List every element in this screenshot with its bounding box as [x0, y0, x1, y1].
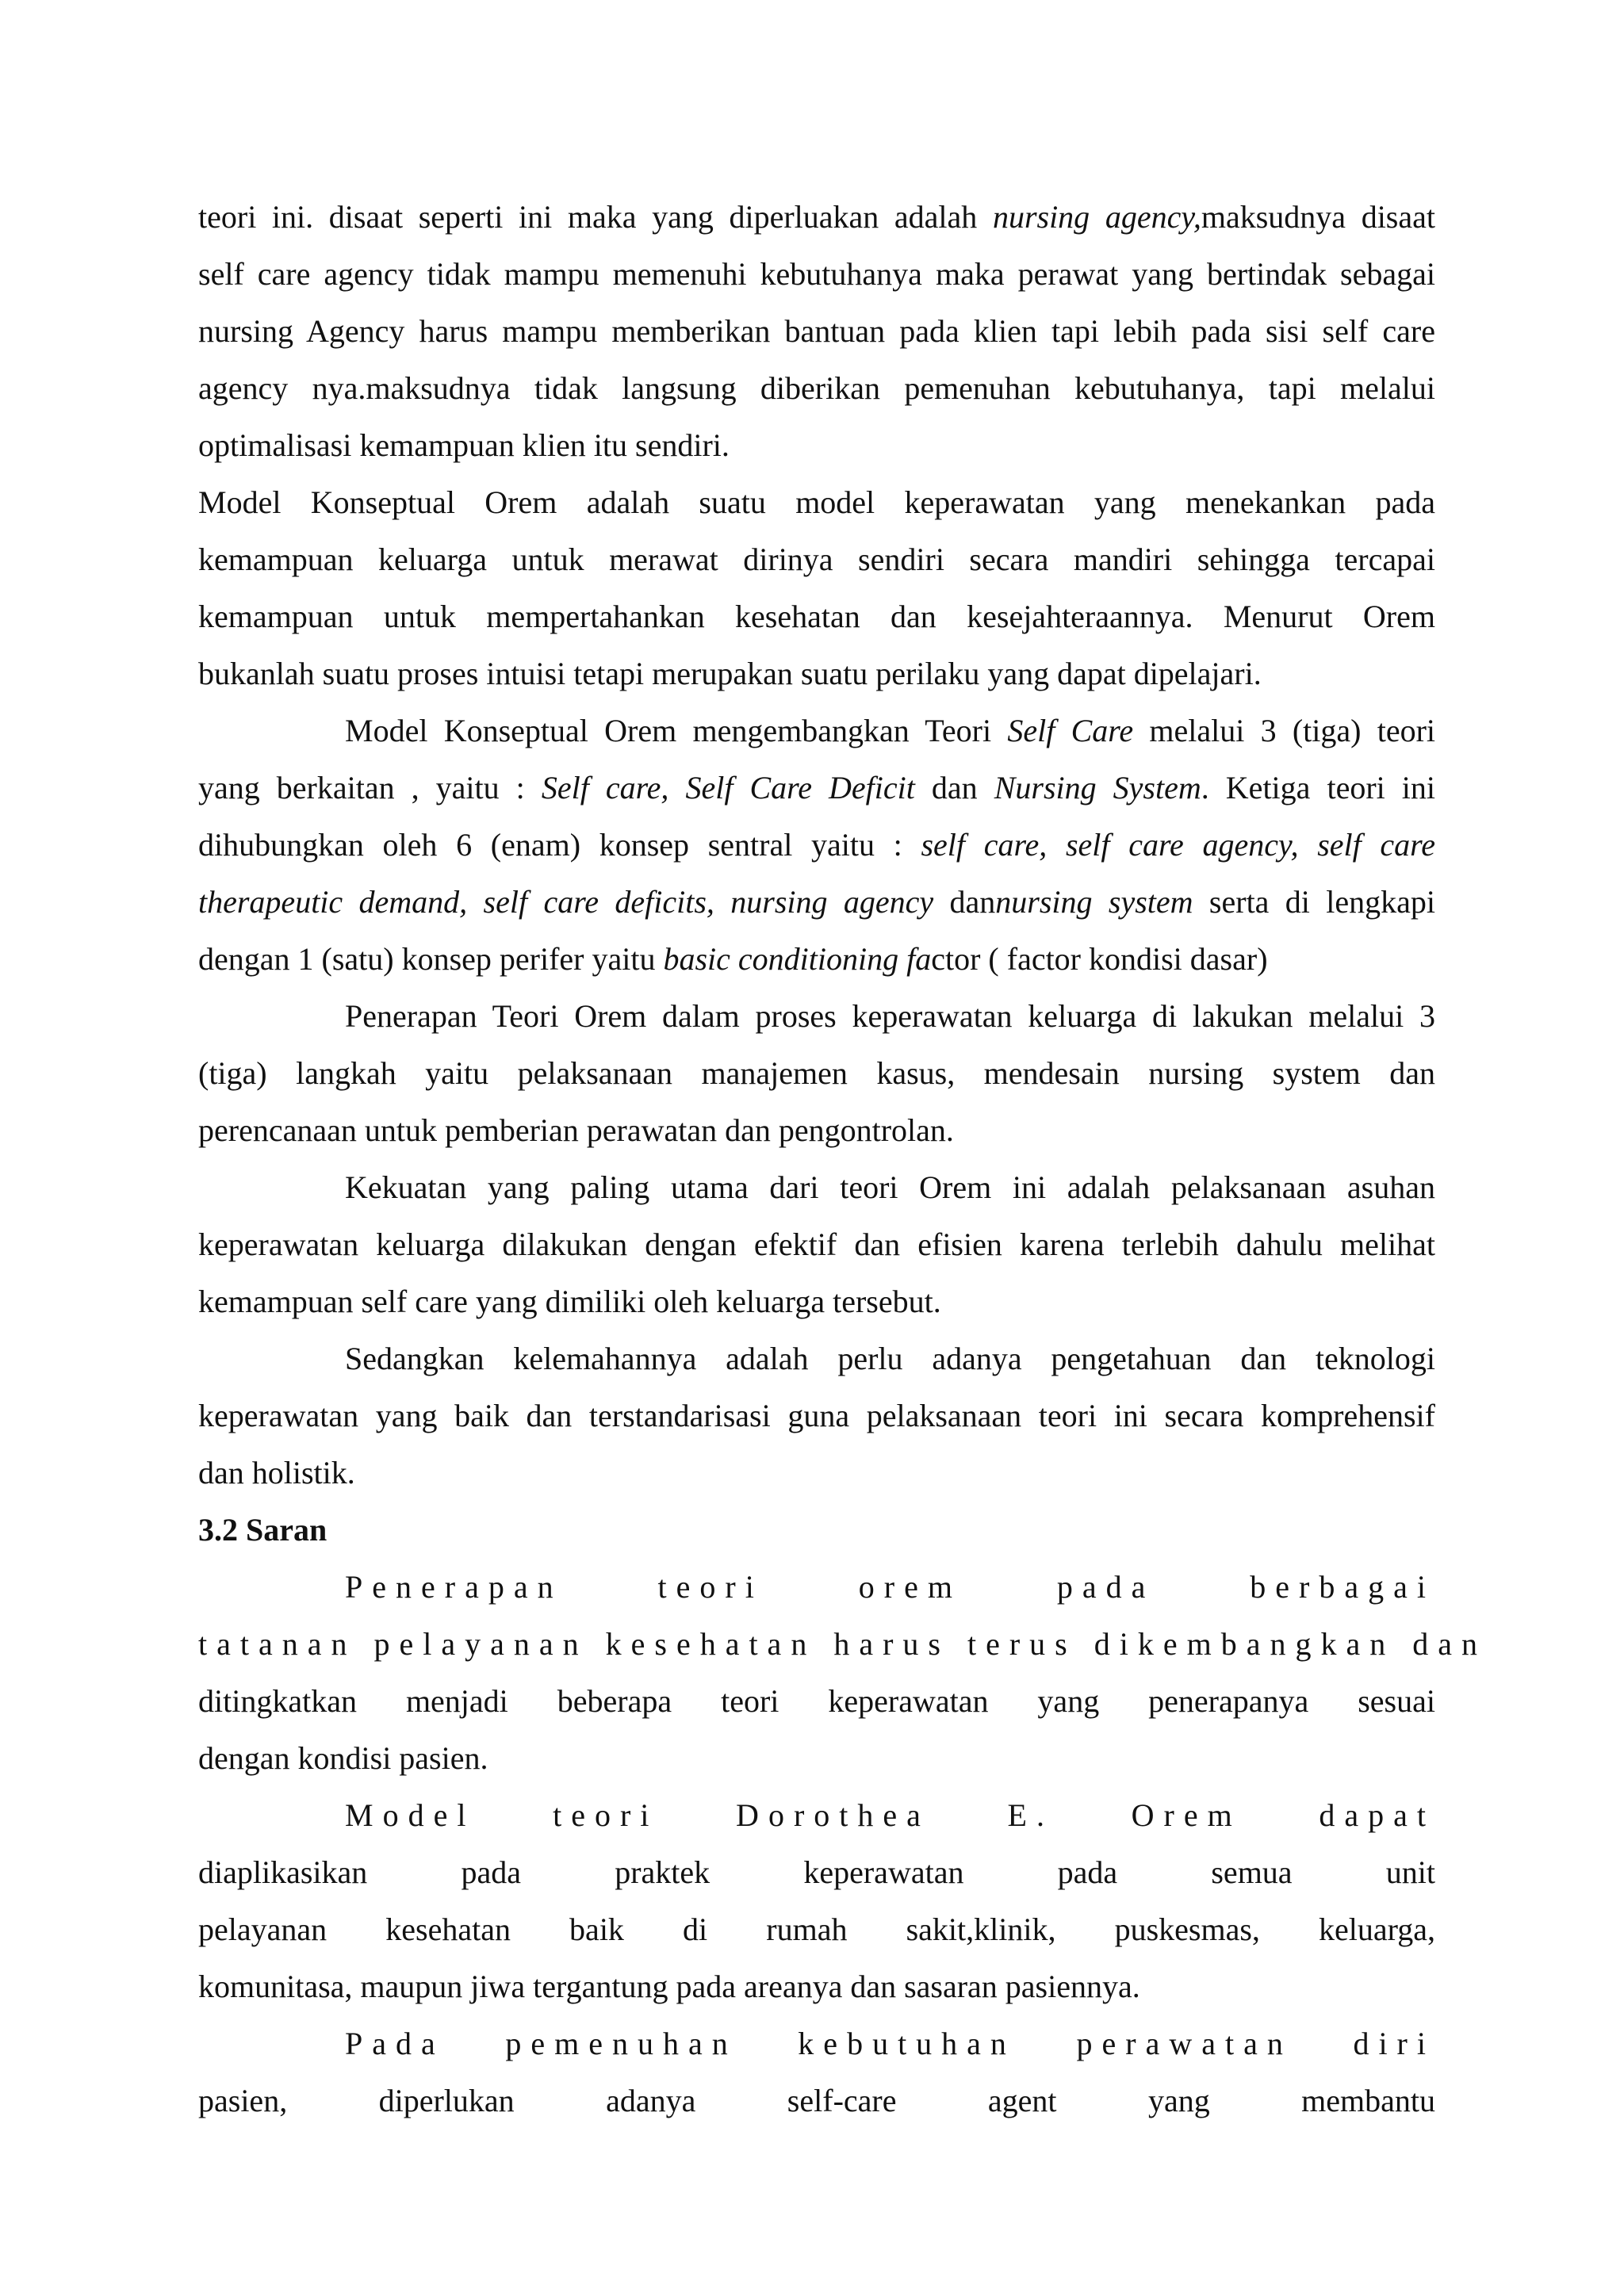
text-line [198, 817, 1435, 874]
text-line [198, 417, 1435, 474]
text-run: keperawatan yang baik dan terstandarisasi guna pelaksanaan teori ini secara komprehensif [198, 1398, 1435, 1433]
text-line [198, 1901, 1435, 1958]
text-run: komunitasa, maupun jiwa tergantung pada areanya dan sasaran pasiennya. [198, 1969, 1140, 2004]
text-line [198, 931, 1435, 988]
text-run: (tiga) langkah yaitu pelaksanaan manajemen kasus, mendesain nursing system dan [198, 1055, 1435, 1091]
text-run: dihubungkan oleh 6 (enam) konsep sentral yaitu : [198, 827, 921, 863]
text-line [198, 1787, 1435, 1844]
text-line [198, 645, 1435, 702]
text-run: serta di lengkapi [1193, 884, 1436, 920]
text-run: dan [933, 884, 996, 920]
text-line [198, 702, 1435, 760]
italic-run: therapeutic demand, self care deficits, nursing agency [198, 884, 934, 920]
text-line [198, 1844, 1435, 1901]
text-line [198, 1273, 1435, 1330]
text-run: optimalisasi kemampuan klien itu sendiri. [198, 427, 730, 463]
text-line [198, 246, 1435, 303]
text-run: bukanlah suatu proses intuisi tetapi merupakan suatu perilaku yang dapat dipelajari. [198, 656, 1262, 691]
text-line [198, 1445, 1435, 1502]
text-run: dengan kondisi pasien. [198, 1740, 488, 1776]
text-line [198, 760, 1435, 817]
text-line [198, 1673, 1435, 1730]
text-run: . Ketiga teori ini [1201, 770, 1436, 806]
text-run: Model teori Dorothea E. Orem dapat [345, 1797, 1435, 1833]
text-line [198, 2072, 1435, 2130]
text-run: yang berkaitan , yaitu : [198, 770, 542, 806]
text-run: keperawatan keluarga dilakukan dengan efektif dan efisien karena terlebih dahulu melihat [198, 1226, 1435, 1262]
text-line [198, 2015, 1435, 2072]
text-run: ctor ( factor kondisi dasar) [931, 941, 1268, 977]
italic-run: basic conditioning fa [663, 941, 932, 977]
text-line [198, 1102, 1435, 1159]
italic-run: Self care, Self Care Deficit [541, 770, 915, 806]
text-run: pelayanan kesehatan baik di rumah sakit,klinik, puskesmas, keluarga, [198, 1911, 1435, 1947]
text-line [198, 1216, 1435, 1273]
section-heading [198, 1502, 1435, 1559]
text-run: Sedangkan kelemahannya adalah perlu adanya pengetahuan dan teknologi [345, 1341, 1435, 1376]
text-run: tatanan pelayanan kesehatan harus terus dikembangkan dan [198, 1626, 1487, 1662]
text-run: Model Konseptual Orem adalah suatu model keperawatan yang menekankan pada [198, 484, 1435, 520]
text-run: self care agency tidak mampu memenuhi kebutuhanya maka perawat yang bertindak sebagai [198, 256, 1435, 292]
text-run: dan [914, 770, 994, 806]
text-line [198, 1159, 1435, 1216]
text-run: ditingkatkan menjadi beberapa teori keperawatan yang penerapanya sesuai [198, 1683, 1435, 1719]
text-run: Penerapan teori orem pada berbagai [345, 1569, 1435, 1605]
text-run: maksudnya disaat [1201, 199, 1435, 235]
text-line [198, 189, 1435, 246]
text-line [198, 1330, 1435, 1387]
text-line [198, 531, 1435, 588]
text-run: kemampuan keluarga untuk merawat dirinya sendiri secara mandiri sehingga tercapai [198, 541, 1435, 577]
text-run: diaplikasikan pada praktek keperawatan pada semua unit [198, 1854, 1435, 1890]
text-run: agency nya.maksudnya tidak langsung diberikan pemenuhan kebutuhanya, tapi melalui [198, 370, 1435, 406]
italic-run: self care, self care agency, self care [921, 827, 1436, 863]
text-line [198, 1958, 1435, 2015]
text-run: 3.2 Saran [198, 1512, 327, 1548]
text-line [198, 1559, 1435, 1616]
italic-run: Nursing System [994, 770, 1201, 806]
text-run: pasien, diperlukan adanya self-care agent yang membantu [198, 2083, 1435, 2118]
text-line [198, 1616, 1487, 1673]
text-run: Penerapan Teori Orem dalam proses keperawatan keluarga di lakukan melalui 3 [345, 998, 1435, 1034]
text-run: kemampuan self care yang dimiliki oleh keluarga tersebut. [198, 1284, 941, 1319]
text-run: dan holistik. [198, 1455, 355, 1490]
text-run: nursing Agency harus mampu memberikan bantuan pada klien tapi lebih pada sisi self care [198, 313, 1435, 349]
italic-run: nursing agency, [992, 199, 1201, 235]
text-run: Pada pemenuhan kebutuhan perawatan diri [345, 2026, 1435, 2061]
italic-run: Self Care [1007, 713, 1134, 748]
text-line [198, 988, 1435, 1045]
text-line [198, 874, 1435, 931]
text-run: Kekuatan yang paling utama dari teori Orem ini adalah pelaksanaan asuhan [345, 1169, 1435, 1205]
text-run: kemampuan untuk mempertahankan kesehatan dan kesejahteraannya. Menurut Orem [198, 599, 1435, 634]
text-line [198, 1387, 1435, 1445]
document-page [198, 189, 1487, 2130]
text-line [198, 588, 1435, 645]
text-run: Model Konseptual Orem mengembangkan Teori [345, 713, 1008, 748]
italic-run: nursing system [995, 884, 1193, 920]
text-run: melalui 3 (tiga) teori [1133, 713, 1436, 748]
text-run: perencanaan untuk pemberian perawatan dan pengontrolan. [198, 1112, 954, 1148]
text-line [198, 303, 1435, 360]
text-line [198, 1045, 1435, 1102]
text-line [198, 474, 1435, 531]
text-line [198, 1730, 1435, 1787]
text-run: teori ini. disaat seperti ini maka yang diperluakan adalah [198, 199, 993, 235]
text-line [198, 360, 1435, 417]
text-run: dengan 1 (satu) konsep perifer yaitu [198, 941, 664, 977]
